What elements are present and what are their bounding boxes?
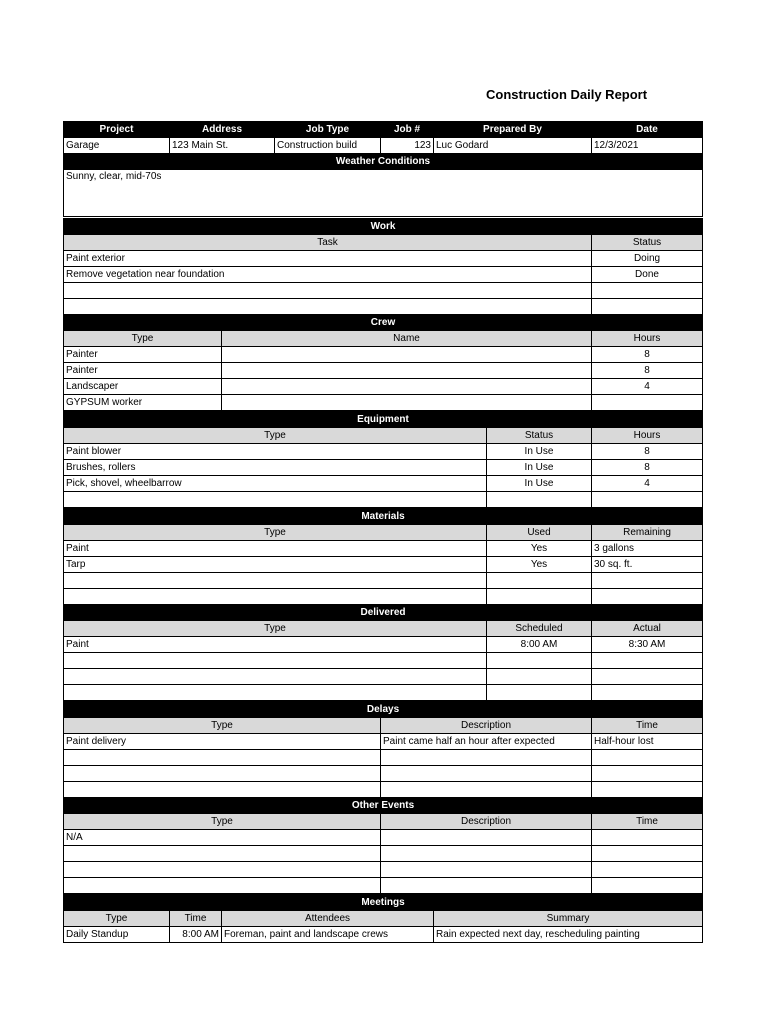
table-row: Tarp Yes 30 sq. ft.	[64, 557, 703, 573]
job-type-value[interactable]: Construction build	[275, 138, 381, 154]
other-events-table: Other Events Type Description Time N/A	[63, 797, 703, 894]
table-row: Brushes, rollers In Use 8	[64, 460, 703, 476]
materials-table: Materials Type Used Remaining Paint Yes 3 gallons Tarp Yes 30 sq. ft.	[63, 508, 703, 605]
table-row	[64, 878, 703, 894]
col-job-type: Job Type	[275, 122, 381, 138]
table-row	[64, 750, 703, 766]
table-row	[64, 846, 703, 862]
table-row	[64, 283, 703, 299]
table-row: Painter 8	[64, 363, 703, 379]
table-row: Remove vegetation near foundation Done	[64, 267, 703, 283]
equipment-heading: Equipment	[64, 412, 703, 428]
prepared-by-value[interactable]: Luc Godard	[434, 138, 592, 154]
table-row	[64, 862, 703, 878]
delays-heading: Delays	[64, 702, 703, 718]
delays-table: Delays Type Description Time Paint delivery Paint came half an hour after expected Half-hour lost	[63, 701, 703, 798]
col-date: Date	[592, 122, 703, 138]
table-row: Painter 8	[64, 347, 703, 363]
col-project: Project	[64, 122, 170, 138]
table-row	[64, 766, 703, 782]
materials-heading: Materials	[64, 509, 703, 525]
col-address: Address	[170, 122, 275, 138]
report-title: Construction Daily Report	[486, 87, 648, 102]
table-row	[64, 492, 703, 508]
other-events-heading: Other Events	[64, 798, 703, 814]
meetings-table: Meetings Type Time Attendees Summary Daily Standup 8:00 AM Foreman, paint and landscape crews Rain expected next day, rescheduling painting	[63, 894, 703, 943]
table-row	[64, 685, 703, 701]
weather-text[interactable]: Sunny, clear, mid-70s	[64, 170, 703, 217]
weather-heading: Weather Conditions	[64, 154, 703, 170]
col-prepared-by: Prepared By	[434, 122, 592, 138]
table-row: Paint blower In Use 8	[64, 444, 703, 460]
table-row	[64, 669, 703, 685]
crew-heading: Crew	[64, 315, 703, 331]
table-row	[64, 573, 703, 589]
date-value[interactable]: 12/3/2021	[592, 138, 703, 154]
work-col-task: Task	[64, 235, 592, 251]
delivered-heading: Delivered	[64, 605, 703, 621]
table-row: Pick, shovel, wheelbarrow In Use 4	[64, 476, 703, 492]
table-row: Paint Yes 3 gallons	[64, 541, 703, 557]
meetings-heading: Meetings	[64, 895, 703, 911]
equipment-table: Equipment Type Status Hours Paint blower In Use 8 Brushes, rollers In Use 8 Pick, shovel, wheelbarrow In Use 4	[63, 411, 703, 508]
job-no-value[interactable]: 123	[381, 138, 434, 154]
work-heading: Work	[64, 219, 703, 235]
table-row	[64, 589, 703, 605]
table-row	[64, 782, 703, 798]
table-row	[64, 653, 703, 669]
report-table-top	[63, 121, 703, 233]
table-row: N/A	[64, 830, 703, 846]
table-row: Paint exterior Doing	[64, 251, 703, 267]
table-row: GYPSUM worker	[64, 395, 703, 411]
work-table	[63, 218, 703, 315]
table-row	[64, 299, 703, 315]
delivered-table: Delivered Type Scheduled Actual Paint 8:00 AM 8:30 AM	[63, 604, 703, 701]
table-row: Landscaper 4	[64, 379, 703, 395]
table-row: Daily Standup 8:00 AM Foreman, paint and landscape crews Rain expected next day, rescheduling painting	[64, 927, 703, 943]
address-value[interactable]: 123 Main St.	[170, 138, 275, 154]
table-row: Paint delivery Paint came half an hour after expected Half-hour lost	[64, 734, 703, 750]
col-job-no: Job #	[381, 122, 434, 138]
crew-table: Crew Type Name Hours Painter 8 Painter 8 Landscaper 4 GYPSUM worker	[63, 314, 703, 411]
project-value[interactable]: Garage	[64, 138, 170, 154]
table-row: Paint 8:00 AM 8:30 AM	[64, 637, 703, 653]
work-col-status: Status	[592, 235, 703, 251]
